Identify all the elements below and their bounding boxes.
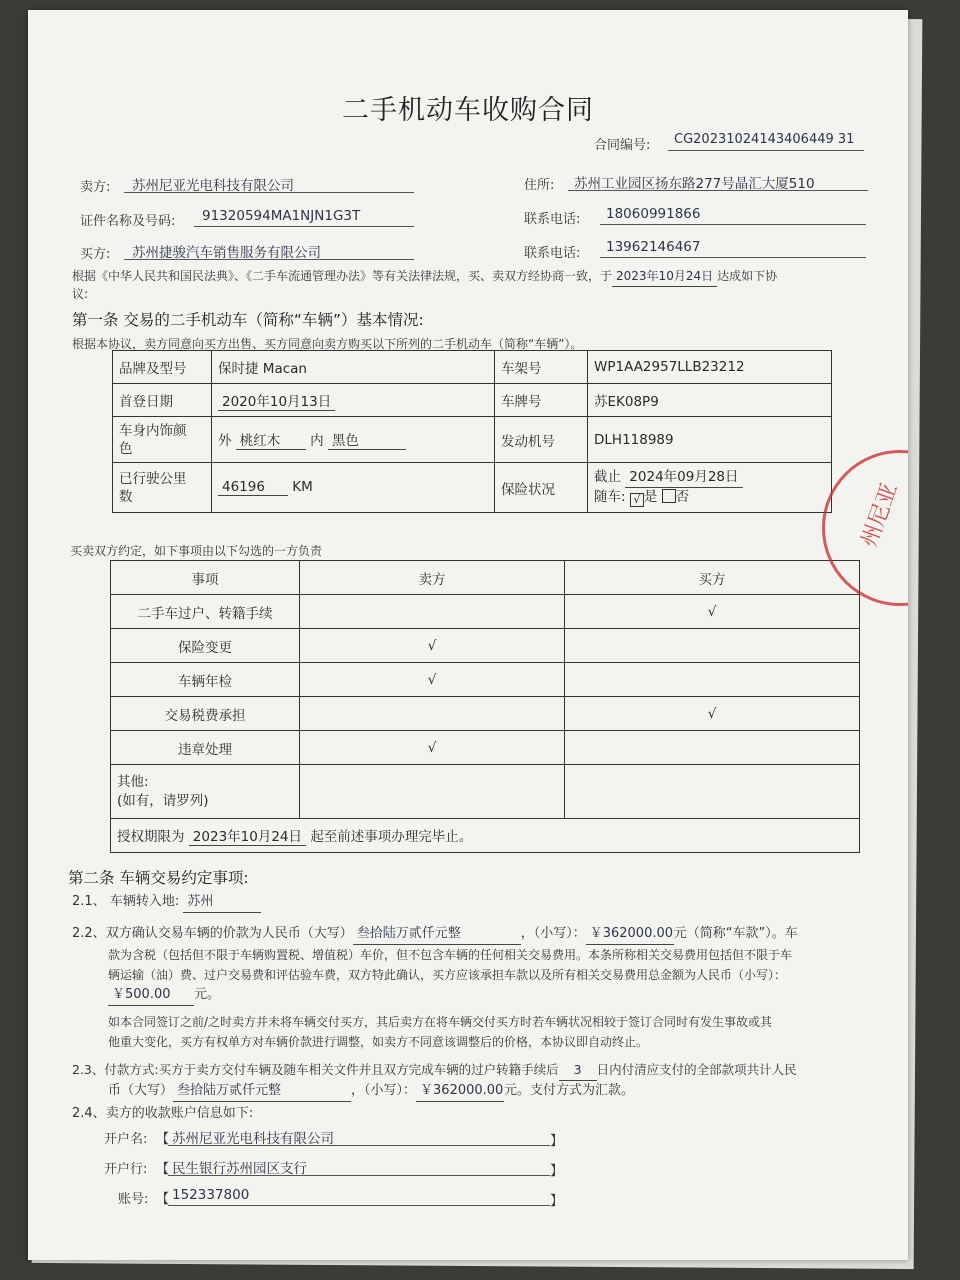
reg-label: 首登日期: [113, 384, 212, 417]
seller-phone-label: 联系电话:: [524, 212, 581, 227]
buyer-value: 苏州捷骏汽车销售服务有限公司: [132, 245, 321, 261]
vin-label: 车架号: [495, 351, 588, 384]
resp-other-seller: [300, 765, 565, 819]
s22-upper: 叁拾陆万贰仟元整: [353, 924, 521, 945]
s22-text-1: 双方确认交易车辆的价款为人民币（大写）: [105, 926, 353, 941]
resp-item: 交易税费承担: [111, 697, 300, 731]
section1-desc: 根据本协议，卖方同意向买方出售、买方同意向卖方购买以下所列的二手机动车（简称“车辆”）。: [72, 337, 583, 351]
s22-text-2: ，（小写）：: [520, 926, 586, 941]
seller-value: 苏州尼亚光电科技有限公司: [132, 178, 294, 194]
account-name-value: 苏州尼亚光电科技有限公司: [172, 1131, 334, 1147]
resp-seller-mark: √: [300, 663, 565, 697]
s22-line-2: 款为含税（包括但不限于车辆购置税、增值税）车价，但不包含车辆的任何相关交易费用。本条所称相关交易费用包括但不限于车: [108, 948, 793, 962]
brand-label: 品牌及型号: [113, 351, 212, 384]
s23-days: 3: [559, 1060, 597, 1081]
responsibility-table: [110, 560, 860, 853]
bank-value: 民生银行苏州园区支行: [172, 1161, 307, 1177]
contract-no-line: [668, 150, 864, 151]
resp-buyer-mark: √: [565, 595, 860, 629]
brand-value: 保时捷 Macan: [212, 351, 495, 384]
s23-block: [72, 1060, 797, 1102]
intro-line-2: 议:: [72, 287, 89, 301]
resp-header-seller: 卖方: [300, 561, 565, 595]
table-row: [111, 595, 860, 629]
buyer-phone-line: [600, 257, 866, 258]
resp-buyer-mark: [565, 663, 860, 697]
s24-title-line: [72, 1104, 253, 1124]
km-unit: KM: [292, 479, 313, 495]
color-label-1: 车身内饰颜: [119, 422, 187, 439]
intro-text-2: 达成如下协: [717, 269, 778, 283]
resp-seller-mark: √: [300, 629, 565, 663]
ins-until-value: 2024年09月28日: [625, 468, 742, 488]
ins-until-label: 截止: [594, 469, 621, 485]
seal-text: 州尼亚: [856, 479, 903, 551]
section1-title: 第一条 交易的二手机动车（简称“车辆”）基本情况:: [72, 311, 424, 329]
s23-text-2: 日内付清应支付的全部款项共计人民: [596, 1062, 797, 1077]
acct-value: 152337800: [172, 1187, 250, 1203]
resp-other-label: 其他:: [117, 773, 149, 790]
table-row: [111, 629, 860, 663]
contract-no-value: CG20231024143406449 31: [674, 132, 855, 147]
with-car-label: 随车:: [594, 489, 626, 505]
bank-line: [168, 1175, 550, 1176]
bank-lb: 【: [156, 1162, 170, 1177]
contract-page: [28, 10, 908, 1260]
s23-text-3: 币（大写）: [108, 1083, 174, 1098]
s21-line: [72, 892, 261, 913]
ext-label: 外: [218, 433, 232, 449]
resp-other-cell: [111, 765, 300, 819]
with-car-no-checkbox[interactable]: [662, 489, 676, 503]
resp-item: 车辆年检: [111, 663, 300, 697]
resp-buyer-mark: [565, 731, 860, 765]
reg-cell: [212, 384, 495, 417]
intro-date: 2023年10月24日: [612, 266, 717, 287]
seller-phone-line: [600, 224, 866, 225]
auth-text-2: 起至前述事项办理完毕止。: [310, 829, 473, 845]
bank-label: 开户行:: [104, 1162, 148, 1177]
s22-line-1: [72, 924, 872, 945]
intro-line-1: [72, 266, 777, 287]
resp-item: 保险变更: [111, 629, 300, 663]
s23-text-5: 元。支付方式为汇款。: [504, 1083, 635, 1098]
s23-lower: ￥362000.00: [416, 1081, 504, 1102]
seller-line: [124, 192, 414, 193]
acct-lb: 【: [156, 1192, 170, 1207]
s23-text-1: 付款方式:买方于卖方交付车辆及随车相关文件并且双方完成车辆的过户转籍手续后: [104, 1062, 559, 1077]
seller-phone-value: 18060991866: [606, 206, 701, 222]
s24-title: 卖方的收款账户信息如下:: [105, 1106, 254, 1121]
s24-num: 2.4、: [72, 1106, 106, 1121]
acct-rb: 】: [550, 1194, 564, 1209]
vehicle-table: [112, 350, 832, 513]
color-label-2: 色: [119, 440, 133, 457]
resp-seller-mark: [300, 595, 565, 629]
s22-fee: ￥500.00: [108, 985, 194, 1006]
s22-line-3: 辆运输（油）费、过户交易费和评估验车费，双方特此确认，买方应该承担车款以及所有相关交易费用总金额为人民币（小写）：: [108, 968, 787, 982]
s21-value: 苏州: [183, 892, 261, 913]
table-row: [111, 697, 860, 731]
resp-seller-mark: [300, 697, 565, 731]
s22-lower: ￥362000.00: [586, 924, 674, 945]
bank-rb: 】: [550, 1164, 564, 1179]
resp-other-hint: (如有，请罗列): [117, 792, 209, 809]
auth-cell: [111, 819, 860, 853]
resp-header-buyer: 买方: [565, 561, 860, 595]
id-doc-label: 证件名称及号码:: [80, 214, 176, 229]
contract-no-label: 合同编号:: [594, 138, 651, 153]
buyer-label: 买方:: [80, 247, 111, 262]
resp-item: 二手车过户、转籍手续: [111, 595, 300, 629]
resp-buyer-mark: [565, 629, 860, 663]
resp-header-item: 事项: [111, 561, 300, 595]
km-cell: [212, 463, 495, 513]
ins-label: 保险状况: [495, 463, 588, 513]
acct-label: 账号:: [118, 1192, 149, 1207]
account-name-label: 开户名:: [104, 1132, 148, 1147]
s23-line-1: [72, 1060, 797, 1081]
plate-value: 苏EK08P9: [588, 384, 832, 417]
ins-cell: [588, 463, 832, 513]
plate-label: 车牌号: [495, 384, 588, 417]
id-doc-value: 91320594MA1NJN1G3T: [202, 208, 361, 224]
s23-text-4: ，（小写）：: [351, 1083, 417, 1098]
contract-title: 二手机动车收购合同: [342, 95, 594, 126]
resp-seller-mark: √: [300, 731, 565, 765]
s22-num: 2.2、: [72, 926, 106, 941]
s23-num: 2.3、: [72, 1062, 105, 1077]
s22-text-3: 元（简称“车款”）。车: [673, 926, 798, 941]
color-cell: [212, 417, 495, 463]
seller-label: 卖方:: [80, 180, 111, 195]
address-line: [568, 190, 868, 191]
reg-value: 2020年10月13日: [218, 390, 335, 411]
acct-line: [168, 1205, 550, 1206]
color-label-cell: [113, 417, 212, 463]
table-row: [111, 765, 860, 819]
resp-other-buyer: [565, 765, 860, 819]
account-name-line: [168, 1145, 550, 1146]
id-doc-line: [194, 226, 414, 227]
engine-label: 发动机号: [495, 417, 588, 463]
s23-upper: 叁拾陆万贰仟元整: [173, 1081, 351, 1102]
with-car-no-label: 否: [675, 489, 690, 505]
resp-buyer-mark: √: [565, 697, 860, 731]
intro-text-1: 根据《中华人民共和国民法典》、《二手车流通管理办法》等有关法律法规，买、卖双方经协商一致，于: [72, 269, 613, 283]
s22b-block: [108, 1012, 772, 1052]
s22b-line-1: 如本合同签订之前/之时卖方并未将车辆交付买方，其后卖方在将车辆交付买方时若车辆状况相较于签订合同时有发生事故或其: [108, 1015, 773, 1029]
resp-item: 违章处理: [111, 731, 300, 765]
address-value: 苏州工业园区扬东路277号晶汇大厦510: [574, 176, 815, 192]
table-row: [111, 663, 860, 697]
section2-title: 第二条 车辆交易约定事项:: [68, 869, 249, 887]
ext-value: 桃红木: [236, 429, 306, 450]
s22-line-4: [72, 985, 872, 1006]
auth-text-1: 授权期限为: [117, 829, 185, 845]
table-row: [111, 731, 860, 765]
resp-intro: 买卖双方约定，如下事项由以下勾选的一方负责: [70, 544, 323, 558]
vin-value: WP1AA2957LLB23212: [588, 351, 832, 384]
s22-text-4: 元。: [194, 987, 221, 1002]
int-label: 内: [310, 433, 324, 449]
account-name-lb: 【: [156, 1132, 170, 1147]
km-value: 46196: [218, 479, 288, 496]
address-label: 住所:: [524, 178, 555, 193]
with-car-yes-checkbox[interactable]: √: [630, 493, 644, 507]
s21-label: 车辆转入地:: [109, 894, 180, 909]
account-name-rb: 】: [550, 1134, 564, 1149]
km-label-1: 已行驶公里: [119, 470, 187, 487]
km-label-cell: [113, 463, 212, 513]
s22-block: [72, 924, 872, 1006]
s21-num: 2.1、: [72, 894, 106, 909]
auth-date: 2023年10月24日: [189, 825, 306, 846]
buyer-phone-label: 联系电话:: [524, 246, 581, 261]
s22b-line-2: 他重大变化，买方有权单方对车辆价款进行调整，如卖方不同意该调整后的价格，本协议即自动终止。: [108, 1035, 649, 1049]
engine-value: DLH118989: [588, 417, 832, 463]
with-car-yes-label: 是: [643, 489, 658, 505]
km-label-2: 数: [119, 488, 133, 505]
int-value: 黑色: [328, 429, 406, 450]
s23-line-2: [72, 1081, 797, 1102]
buyer-phone-value: 13962146467: [606, 239, 701, 255]
buyer-line: [124, 259, 414, 260]
